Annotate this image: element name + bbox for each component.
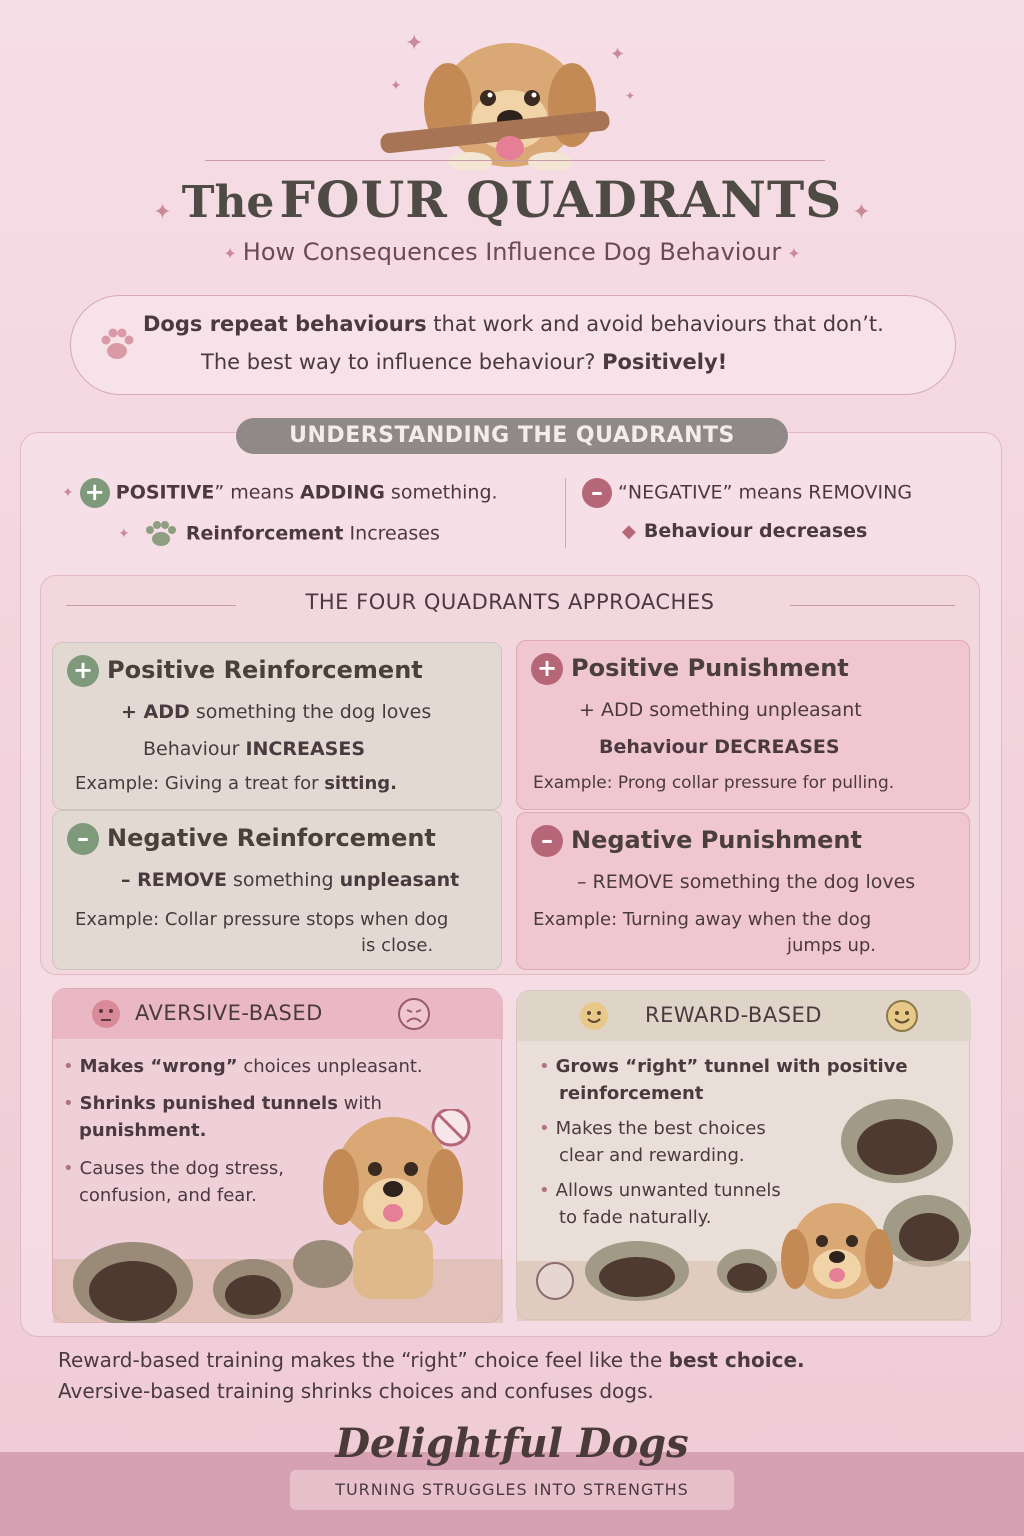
- aversive-dog-tunnels-illustration: [53, 1109, 503, 1323]
- card-title: – Negative Reinforcement: [67, 823, 436, 855]
- aversive-heading: AVERSIVE-BASED: [135, 1001, 323, 1025]
- sad-face-icon: [91, 999, 121, 1029]
- brand-name: Delightful Dogs: [335, 1420, 689, 1467]
- card-example: Example: Giving a treat for sitting.: [75, 773, 398, 794]
- aversive-header: [53, 989, 503, 1039]
- aversive-based-card: [52, 988, 502, 1323]
- decrease-definition: ◆ Behaviour decreases: [622, 520, 868, 542]
- sparkle-icon: ✦: [223, 243, 237, 263]
- card-title: + Positive Reinforcement: [67, 655, 423, 687]
- sparkle-icon: ✦: [62, 485, 74, 501]
- card-example-line-2: is close.: [361, 935, 434, 956]
- aversive-bullet-3: • Causes the dog stress, confusion, and fear.: [63, 1158, 285, 1206]
- title-main: FOUR QUADRANTS: [279, 170, 843, 229]
- card-positive-reinforcement: [52, 642, 502, 810]
- card-negative-punishment: [516, 812, 970, 970]
- title-prefix: The: [181, 177, 275, 228]
- card-title: – Negative Punishment: [531, 825, 862, 857]
- approaches-title: THE FOUR QUADRANTS APPROACHES: [305, 590, 715, 614]
- reward-bullet-1: • Grows “right” tunnel with positive reinforcement: [539, 1056, 908, 1104]
- sparkle-icon: ✦: [787, 243, 801, 263]
- aversive-bullet-2: • Shrinks punished tunnels with punishment.: [63, 1093, 382, 1141]
- svg-text:✦: ✦: [390, 78, 402, 94]
- page-title: [0, 170, 1024, 229]
- smile-face-icon: [885, 999, 919, 1033]
- svg-text:✦: ✦: [625, 89, 636, 103]
- svg-text:✦: ✦: [405, 31, 424, 56]
- card-action: – REMOVE something unpleasant: [121, 869, 460, 891]
- paw-icon: [142, 520, 180, 548]
- intro-callout: [70, 295, 956, 395]
- negative-definition: – “NEGATIVE” means REMOVING: [582, 478, 912, 508]
- reward-header: [517, 991, 971, 1041]
- paw-icon: [97, 324, 137, 364]
- card-negative-reinforcement: [52, 810, 502, 970]
- brand-tagline: TURNING STRUGGLES INTO STRENGTHS: [335, 1480, 689, 1499]
- understanding-banner: UNDERSTANDING THE QUADRANTS: [236, 418, 788, 454]
- reinforcement-definition: ✦ Reinforcement Increases: [118, 520, 440, 548]
- reward-dog-tunnels-illustration: [517, 1091, 971, 1321]
- definition-divider: [565, 478, 566, 548]
- plus-icon: +: [80, 478, 110, 508]
- reward-bullet-2: • Makes the best choices clear and rewarding.: [539, 1118, 766, 1166]
- card-title: + Positive Punishment: [531, 653, 849, 685]
- card-positive-punishment: [516, 640, 970, 810]
- frown-face-icon: [397, 997, 431, 1031]
- card-example-line-2: jumps up.: [787, 935, 877, 956]
- plus-icon: +: [531, 653, 563, 685]
- intro-line-2: The best way to influence behaviour? Positively!: [201, 350, 728, 374]
- card-action: + ADD something unpleasant: [579, 699, 862, 721]
- positive-definition: ✦ + POSITIVE” means ADDING something.: [62, 478, 498, 506]
- page-subtitle: [0, 238, 1024, 266]
- dog-with-stick-illustration: [370, 20, 650, 170]
- card-example-line-1: Example: Turning away when the dog: [533, 909, 872, 930]
- intro-line-1: Dogs repeat behaviours that work and avoid behaviours that don’t.: [143, 312, 884, 336]
- aversive-bullet-1: • Makes “wrong” choices unpleasant.: [63, 1056, 423, 1077]
- reward-bullet-3: • Allows unwanted tunnels to fade naturally.: [539, 1180, 781, 1228]
- svg-text:✦: ✦: [610, 44, 626, 65]
- smile-face-icon: [579, 1001, 609, 1031]
- sparkle-icon: ✦: [852, 200, 871, 225]
- summary-line-2: Aversive-based training shrinks choices and confuses dogs.: [58, 1379, 654, 1403]
- sparkle-icon: ✦: [118, 526, 130, 542]
- minus-icon: –: [67, 823, 99, 855]
- summary-text: [58, 1345, 978, 1407]
- card-action: + ADD something the dog loves: [121, 701, 432, 723]
- subtitle-text: How Consequences Influence Dog Behaviour: [242, 238, 782, 266]
- diamond-icon: ◆: [622, 521, 636, 542]
- card-effect: Behaviour DECREASES: [599, 736, 840, 758]
- summary-line-1: Reward-based training makes the “right” choice feel like the best choice.: [58, 1348, 805, 1372]
- reward-heading: REWARD-BASED: [645, 1003, 822, 1027]
- card-example-line-1: Example: Collar pressure stops when dog: [75, 909, 449, 930]
- minus-icon: –: [531, 825, 563, 857]
- header-divider: [205, 160, 825, 161]
- card-example: Example: Prong collar pressure for pulling.: [533, 773, 895, 793]
- sparkle-icon: ✦: [153, 200, 172, 225]
- card-action: – REMOVE something the dog loves: [577, 871, 916, 893]
- card-effect: Behaviour INCREASES: [143, 738, 366, 760]
- reward-based-card: [516, 990, 970, 1320]
- minus-icon: –: [582, 478, 612, 508]
- plus-icon: +: [67, 655, 99, 687]
